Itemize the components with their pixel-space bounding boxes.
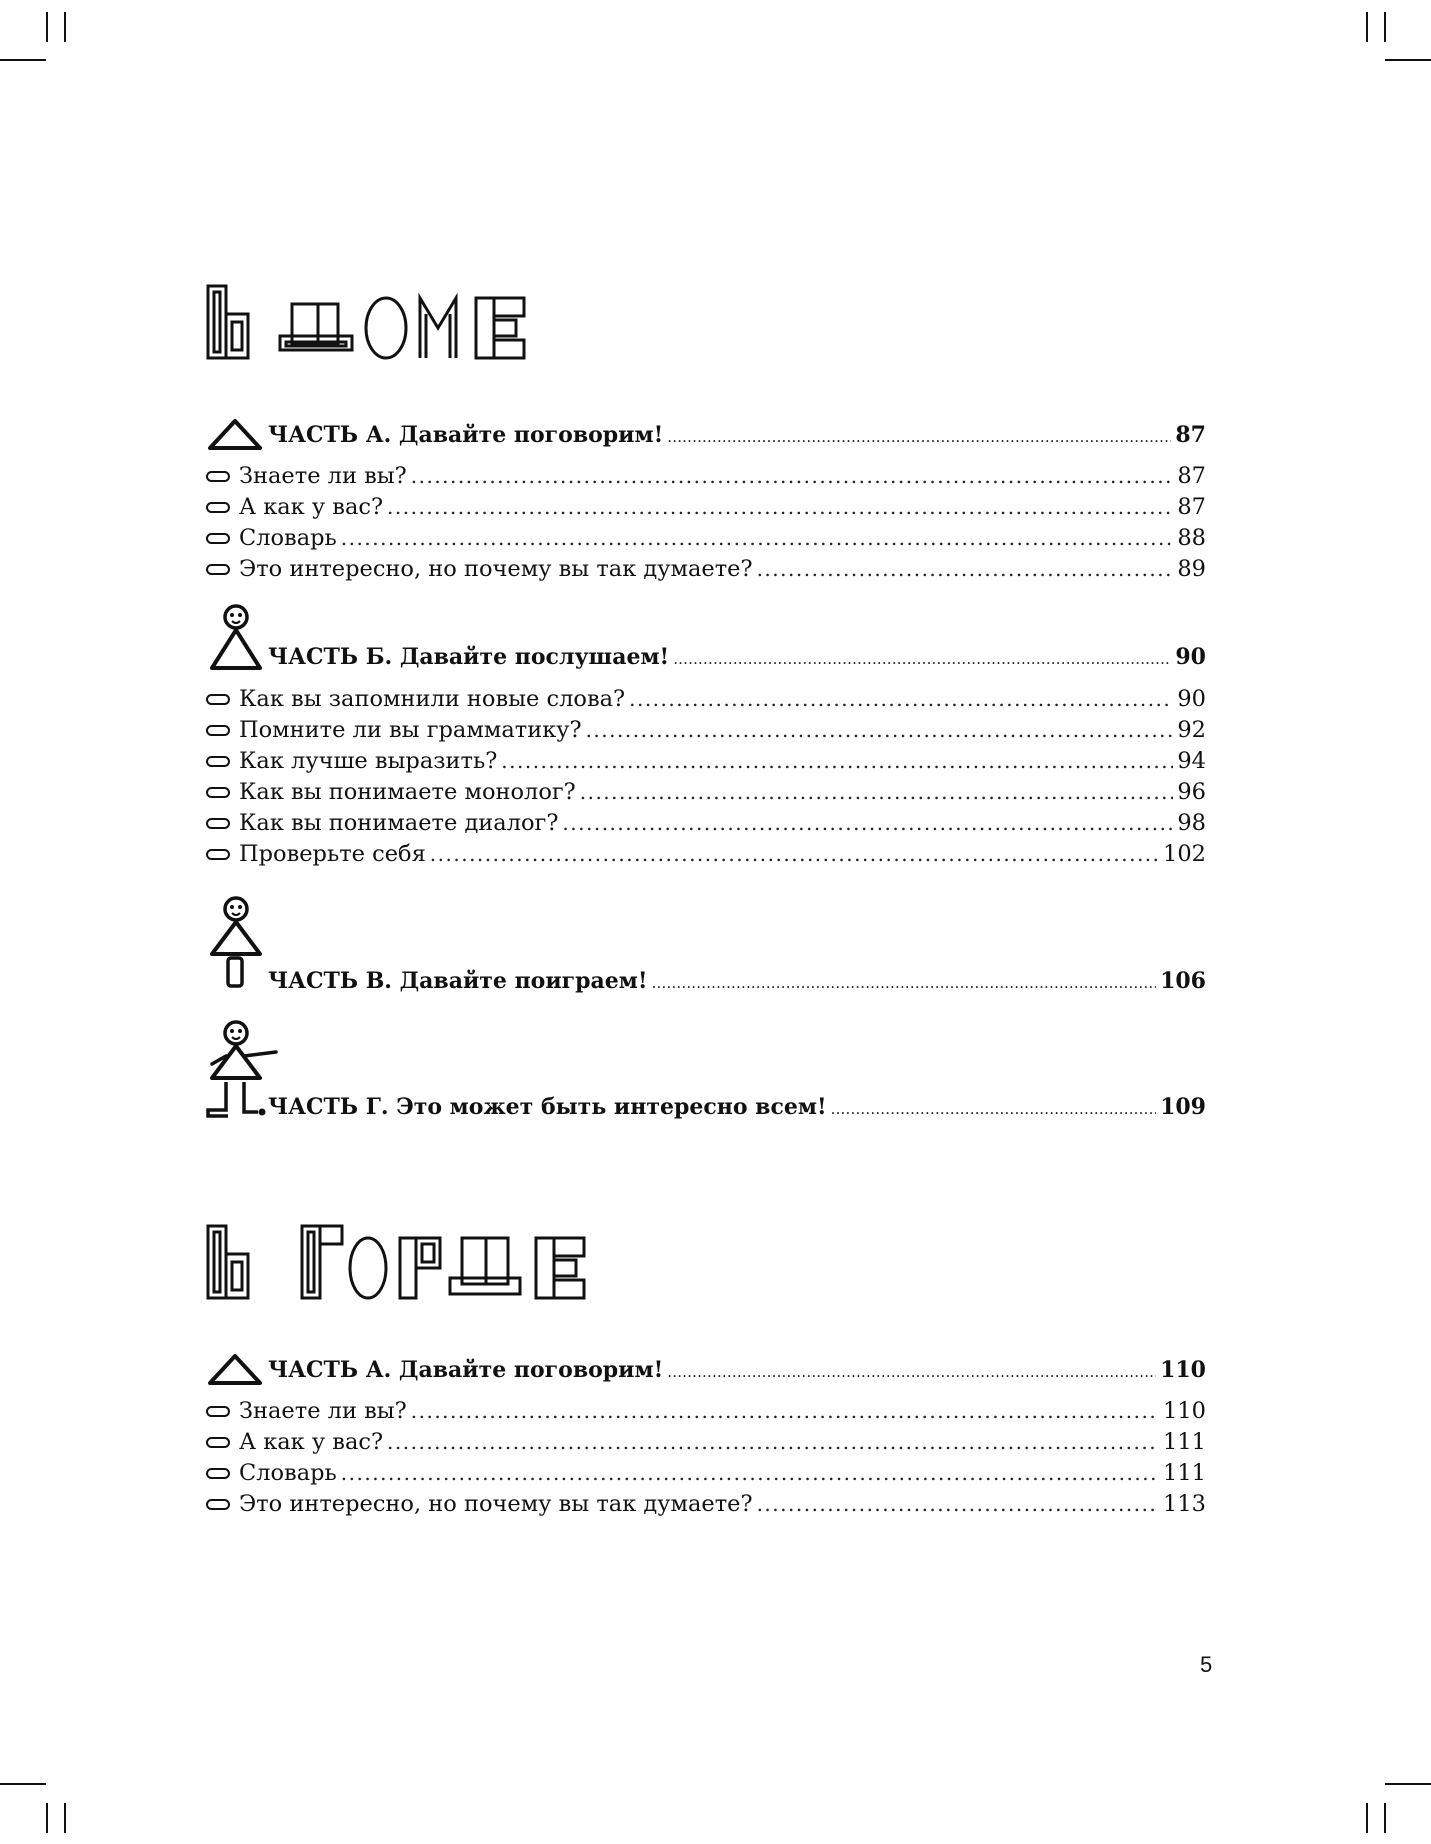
leader-dots — [673, 642, 1171, 676]
toc-part-a-dome[interactable] — [206, 418, 1206, 452]
oval-bullet-icon — [206, 471, 230, 482]
toc-page-number: 111 — [1163, 1460, 1206, 1486]
toc-part-label: ЧАСТЬ А. Давайте поговорим! — [268, 1357, 664, 1383]
leader-dots — [757, 1487, 1159, 1521]
leader-dots — [411, 1394, 1159, 1428]
toc-page-number: 106 — [1160, 968, 1206, 994]
crop-mark — [64, 12, 66, 42]
toc-page-number: 90 — [1175, 644, 1206, 670]
toc-item-label: А как у вас? — [239, 494, 384, 520]
toc-page-number: 90 — [1177, 686, 1206, 712]
crop-mark — [1384, 1803, 1386, 1833]
leader-dots — [341, 1456, 1159, 1490]
leader-dots — [586, 713, 1174, 747]
toc-item[interactable] — [206, 521, 1206, 555]
toc-item[interactable] — [206, 552, 1206, 586]
toc-page-number: 102 — [1163, 841, 1206, 867]
toc-page-number: 88 — [1177, 525, 1206, 551]
toc-page-number: 110 — [1163, 1398, 1206, 1424]
toc-page-number: 87 — [1177, 494, 1206, 520]
toc-part-label: ЧАСТЬ Б. Давайте послушаем! — [268, 644, 670, 670]
leader-dots — [387, 490, 1173, 524]
leader-dots — [341, 521, 1174, 555]
crop-mark — [0, 1783, 46, 1785]
leader-dots — [501, 744, 1173, 778]
toc-item[interactable] — [206, 1456, 1206, 1490]
toc-part-label: ЧАСТЬ Г. Это может быть интересно всем! — [268, 1094, 827, 1120]
oval-bullet-icon — [206, 502, 230, 513]
toc-page-number: 96 — [1177, 779, 1206, 805]
oval-bullet-icon — [206, 564, 230, 575]
toc-page-number: 110 — [1160, 1357, 1206, 1383]
crop-mark — [1384, 12, 1386, 42]
toc-item-label: Словарь — [239, 525, 337, 551]
toc-item-label: Это интересно, но почему вы так думаете? — [239, 1491, 753, 1517]
oval-bullet-icon — [206, 725, 230, 736]
toc-item-label: Проверьте себя — [239, 841, 426, 867]
toc-item-label: Знаете ли вы? — [239, 463, 407, 489]
leader-dots — [652, 966, 1157, 1000]
crop-mark — [46, 1803, 48, 1833]
toc-part-label: ЧАСТЬ В. Давайте поиграем! — [268, 968, 648, 994]
oval-bullet-icon — [206, 1468, 230, 1479]
toc-part-a-gorode[interactable] — [206, 1353, 1206, 1387]
toc-page-number: 109 — [1160, 1094, 1206, 1120]
toc-item-label: Знаете ли вы? — [239, 1398, 407, 1424]
toc-item-label: Как вы понимаете диалог? — [239, 810, 559, 836]
leader-dots — [757, 552, 1174, 586]
toc-page-number: 87 — [1177, 463, 1206, 489]
oval-bullet-icon — [206, 818, 230, 829]
toc-item[interactable] — [206, 806, 1206, 840]
toc-item-label: Как вы запомнили новые слова? — [239, 686, 626, 712]
toc-item[interactable] — [206, 490, 1206, 524]
toc-item[interactable] — [206, 682, 1206, 716]
toc-page-number: 94 — [1177, 748, 1206, 774]
leader-dots — [562, 806, 1173, 840]
oval-bullet-icon — [206, 756, 230, 767]
toc-item-label: Словарь — [239, 1460, 337, 1486]
crop-mark — [0, 59, 46, 61]
toc-item[interactable] — [206, 1425, 1206, 1459]
toc-part-label: ЧАСТЬ А. Давайте поговорим! — [268, 422, 664, 448]
toc-item[interactable] — [206, 1487, 1206, 1521]
crop-mark — [46, 12, 48, 42]
page-number: 5 — [1200, 1652, 1213, 1677]
crop-mark — [64, 1803, 66, 1833]
crop-mark — [1385, 1783, 1431, 1785]
oval-bullet-icon — [206, 694, 230, 705]
toc-item[interactable] — [206, 459, 1206, 493]
toc-item[interactable] — [206, 775, 1206, 809]
leader-dots — [831, 1092, 1156, 1126]
toc-item-label: А как у вас? — [239, 1429, 384, 1455]
toc-part-v-dome[interactable] — [206, 964, 1206, 998]
leader-dots — [580, 775, 1174, 809]
toc-page-number: 98 — [1177, 810, 1206, 836]
crop-mark — [1366, 12, 1368, 42]
crop-mark — [1385, 59, 1431, 61]
toc-page-number: 89 — [1177, 556, 1206, 582]
section-title-v-gorode — [206, 1224, 606, 1304]
crop-mark — [1366, 1803, 1368, 1833]
toc-page-number: 111 — [1163, 1429, 1206, 1455]
leader-dots — [667, 420, 1171, 454]
toc-page-number: 87 — [1175, 422, 1206, 448]
leader-dots — [411, 459, 1174, 493]
toc-item-label: Как вы понимаете монолог? — [239, 779, 576, 805]
toc-item[interactable] — [206, 837, 1206, 871]
toc-item-label: Это интересно, но почему вы так думаете? — [239, 556, 753, 582]
toc-item-label: Помните ли вы грамматику? — [239, 717, 582, 743]
toc-part-b-dome[interactable] — [206, 640, 1206, 674]
toc-item[interactable] — [206, 744, 1206, 778]
oval-bullet-icon — [206, 1437, 230, 1448]
toc-page-number: 92 — [1177, 717, 1206, 743]
oval-bullet-icon — [206, 1406, 230, 1417]
oval-bullet-icon — [206, 533, 230, 544]
leader-dots — [430, 837, 1159, 871]
oval-bullet-icon — [206, 1499, 230, 1510]
section-title-v-dome — [206, 284, 566, 364]
toc-page-number: 113 — [1163, 1491, 1206, 1517]
toc-part-g-dome[interactable] — [206, 1090, 1206, 1124]
leader-dots — [387, 1425, 1159, 1459]
oval-bullet-icon — [206, 787, 230, 798]
toc-item[interactable] — [206, 1394, 1206, 1428]
toc-item-label: Как лучше выразить? — [239, 748, 498, 774]
oval-bullet-icon — [206, 849, 230, 860]
toc-item[interactable] — [206, 713, 1206, 747]
leader-dots — [667, 1355, 1156, 1389]
leader-dots — [629, 682, 1173, 716]
